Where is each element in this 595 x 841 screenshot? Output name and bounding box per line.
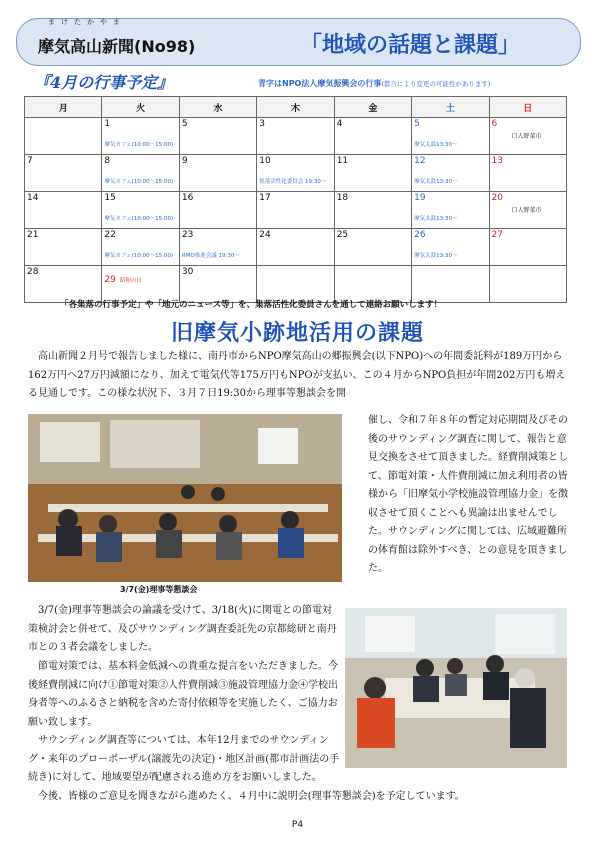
calendar-event: 口人野菜市 xyxy=(511,133,542,140)
calendar-day-number: 22 xyxy=(104,230,116,240)
calendar-body xyxy=(25,118,567,303)
article-paragraph-1: 高山新聞２月号で報告しました様に、南丹市からNPO摩気高山の郷振興会(以下NPO)への年間委託料が189万円から162万円へ27万円減額になり、加えて電気代等175万円もNPOが支払い、この４月からNPO負担が年間202万円も増える見通しです。この様な状況下、３月７日19:30から理事等懇談会を開 xyxy=(28,351,566,399)
calendar-week-row xyxy=(25,229,567,266)
calendar-event: 摩気カフェ(10:00～15:00) xyxy=(104,142,174,148)
calendar-day-cell xyxy=(412,266,489,303)
calendar-day-cell xyxy=(257,266,334,303)
calendar-day-cell xyxy=(102,229,179,266)
calendar-day-cell xyxy=(102,118,179,155)
calendar-week-row xyxy=(25,266,567,303)
calendar-day-number: 24 xyxy=(259,230,271,240)
calendar-day-number: 15 xyxy=(104,193,116,203)
calendar-event: 摩気太鼓13:30～ xyxy=(414,142,458,148)
weekday-mon: 月 xyxy=(25,97,102,118)
page-number: P4 xyxy=(291,820,304,830)
calendar-day-number: 28 xyxy=(27,267,39,277)
calendar-day-number: 14 xyxy=(27,193,39,203)
calendar-day-number: 11 xyxy=(336,156,349,166)
calendar-day-cell xyxy=(102,266,179,303)
weekday-thu: 木 xyxy=(257,97,334,118)
calendar-day-number: 4 xyxy=(336,119,343,129)
calendar-event: 摩気太鼓13:30～ xyxy=(414,253,458,259)
calendar-day-cell xyxy=(489,266,566,303)
calendar-event: 昭和の日 xyxy=(119,278,142,284)
calendar-table xyxy=(24,96,567,303)
calendar-header-row xyxy=(25,97,567,118)
calendar-day-cell xyxy=(25,155,102,192)
calendar-day-cell xyxy=(334,229,411,266)
calendar-day-number: 6 xyxy=(491,119,498,129)
calendar-event: 摩気太鼓13:30～ xyxy=(414,216,458,222)
weekday-sat: 土 xyxy=(412,97,489,118)
schedule-note-sub: (都合により変更の可能性があります) xyxy=(381,80,491,88)
article-paragraph-2: 3/7(金)理事等懇談会の論議を受けて、3/18(火)に関電との節電対策検討会と併せて、及びサウンディング調査委託先の京都総研と南丹市との３者会議をしました。 xyxy=(28,605,337,653)
calendar-day-cell xyxy=(179,155,256,192)
calendar-day-cell xyxy=(334,266,411,303)
calendar-day-number: 23 xyxy=(181,230,194,240)
calendar-day-number: 21 xyxy=(27,230,39,240)
calendar-day-cell xyxy=(179,118,256,155)
weekday-tue: 火 xyxy=(102,97,179,118)
meeting-photo-2 xyxy=(345,608,567,768)
meeting-photo-1 xyxy=(28,414,342,582)
calendar-event: RMO推進会議 19:30～ xyxy=(181,253,240,259)
calendar-day-number: 13 xyxy=(491,156,503,166)
calendar-day-number: 5 xyxy=(414,119,420,129)
calendar-event: 摩気カフェ(10:00～15:00) xyxy=(104,216,174,222)
calendar-day-cell xyxy=(102,192,179,229)
calendar-day-cell xyxy=(257,192,334,229)
calendar-day-cell xyxy=(412,155,489,192)
calendar-day-number: 3 xyxy=(259,119,265,129)
calendar-day-number: 29 xyxy=(104,275,116,285)
weekday-fri: 金 xyxy=(334,97,411,118)
calendar-day-cell xyxy=(334,192,411,229)
calendar-day-cell xyxy=(334,155,411,192)
calendar-day-cell xyxy=(257,229,334,266)
calendar-day-cell xyxy=(257,155,334,192)
calendar-day-number: 16 xyxy=(181,193,194,203)
article-paragraph-5: 今後、皆様のご意見を聞きながら進めたく、４月中に説明会(理事等懇談会)を予定しています。 xyxy=(28,791,465,802)
calendar-day-cell xyxy=(25,118,102,155)
calendar-day-number: 27 xyxy=(491,230,503,240)
calendar-day-number: 18 xyxy=(336,193,349,203)
article-paragraph-4: サウンディング調査等については、本年12月までのサウンディング・来年のプローポーザル(譲渡先の決定)・地区計画(都市計画法の手続き)に対して、地域要望が配慮される進め方をお願いしました。 xyxy=(28,735,340,783)
calendar-day-number: 26 xyxy=(414,230,426,240)
calendar-day-number: 25 xyxy=(336,230,349,240)
calendar-day-number: 19 xyxy=(414,193,426,203)
weekday-wed: 水 xyxy=(179,97,256,118)
calendar-day-number: 17 xyxy=(259,193,271,203)
article-paragraph-1-right: 催し、令和７年８年の暫定対応期間及びその後のサウンディング調査に関して、報告と意見交換をさせて頂きました。経費削減策として、節電対策・人件費削減に加え利用者の皆様から「旧摩気小学校施設管理協力金」を徴収させて頂くことへも異論は出ませんでした。サウンディングに関しては、広域避難所の体育館は除外すべき、との意見を頂きました。 xyxy=(368,415,568,574)
calendar-day-cell xyxy=(179,192,256,229)
calendar-event: 摩気カフェ(10:00～15:00) xyxy=(104,179,174,185)
calendar-day-cell xyxy=(179,229,256,266)
article-title: 旧摩気小跡地活用の課題 xyxy=(170,320,424,346)
calendar-day-number: 7 xyxy=(27,156,33,166)
weekday-sun: 日 xyxy=(489,97,566,118)
schedule-note-main: 青字はNPO法人摩気振興会の行事 xyxy=(258,79,382,88)
calendar-week-row xyxy=(25,192,567,229)
photo-1-caption: 3/7(金)理事等懇談会 xyxy=(120,585,198,594)
paper-name: 摩気高山新聞(No98) xyxy=(38,37,196,56)
calendar-event: 集落活性化委員会 19:30～ xyxy=(259,179,327,185)
calendar-day-cell xyxy=(489,155,566,192)
calendar-day-cell xyxy=(334,118,411,155)
article-paragraph-3: 節電対策では、基本料金低減への貴重な提言をいただきました。今後経費削減に向け①節電対策②人件費削減③施設管理協力金④学校出身者等へのふるさと納税を含めた寄付依頼等を実施したく、ご協力お願い致します。 xyxy=(28,661,338,728)
calendar-day-cell xyxy=(179,266,256,303)
calendar-day-number: 9 xyxy=(181,156,188,166)
calendar-day-number: 10 xyxy=(259,156,271,166)
calendar-event: 口人野菜市 xyxy=(511,207,542,214)
calendar-day-number: 1 xyxy=(104,119,111,129)
schedule-note xyxy=(258,78,490,89)
calendar-day-cell xyxy=(412,118,489,155)
calendar-day-cell xyxy=(102,155,179,192)
calendar-event: 摩気カフェ(10:00～15:00) xyxy=(104,253,174,259)
calendar-day-cell xyxy=(412,229,489,266)
schedule-title: 『4月の行事予定』 xyxy=(34,73,174,92)
calendar-day-number: 12 xyxy=(414,156,426,166)
calendar-day-cell xyxy=(489,192,566,229)
calendar-event: 摩気太鼓13:30～ xyxy=(414,179,458,185)
calendar-day-cell xyxy=(489,229,566,266)
paper-name-ruby: まけたかやま xyxy=(48,18,126,26)
calendar-footer-note: 「各集落の行事予定」や「地元のニュース等」を、集落活性化委員さんを通して連絡お願いします！ xyxy=(60,300,443,310)
calendar-day-cell xyxy=(25,192,102,229)
calendar-week-row xyxy=(25,155,567,192)
calendar-day-cell xyxy=(412,192,489,229)
calendar-week-row xyxy=(25,118,567,155)
calendar-day-cell xyxy=(257,118,334,155)
calendar-day-cell xyxy=(489,118,566,155)
calendar-day-number: 30 xyxy=(181,267,194,277)
calendar-day-cell xyxy=(25,229,102,266)
calendar-day-number: 20 xyxy=(491,193,503,203)
calendar-day-number: 8 xyxy=(104,156,111,166)
calendar-day-number: 5 xyxy=(181,119,188,129)
calendar-day-cell xyxy=(25,266,102,303)
page-theme: 「地域の話題と課題」 xyxy=(300,32,521,58)
